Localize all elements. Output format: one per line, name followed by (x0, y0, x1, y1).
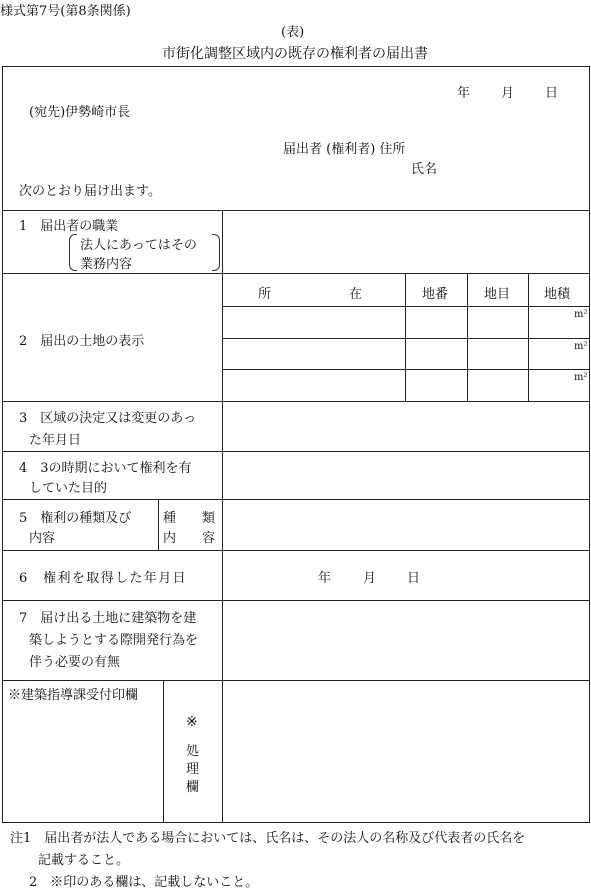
right-bracket (212, 234, 220, 271)
addressee: (宛先)伊勢崎市長 (29, 105, 131, 120)
processing-field[interactable] (223, 681, 589, 822)
processing-char-2: 理 (186, 762, 200, 777)
land-row-2-location[interactable] (223, 339, 405, 369)
land-header-land-category: 地目 (484, 287, 511, 302)
form-number: 様式第7号(第8条関係) (0, 4, 131, 19)
left-bracket (69, 234, 77, 271)
processing-char-1: 処 (186, 744, 200, 759)
purpose-label-line1: 4 3の時期において権利を有 (19, 461, 192, 476)
zone-change-label-line2: た年月日 (29, 433, 82, 448)
development-label-line2: 築しようとする際開発行為を (29, 633, 199, 648)
land-row-2-lot-number[interactable] (406, 339, 467, 369)
acquired-day-label: 日 (407, 571, 421, 586)
occupation-note-line1: 法人にあってはその (80, 238, 197, 253)
land-header-lot-number: 地番 (422, 287, 449, 302)
reception-stamp-label: ※建築指導課受付印欄 (8, 688, 139, 703)
land-header-location: 所 在 (258, 287, 363, 302)
date-day-label: 日 (545, 86, 559, 101)
note-1-line1: 注1 届出者が法人である場合においては、氏名は、その法人の名称及び代表者の氏名を (10, 831, 526, 846)
land-row-1-lot-number[interactable] (406, 307, 467, 338)
land-row-1-location[interactable] (223, 307, 405, 338)
applicant-name-label: 氏名 (411, 162, 438, 177)
land-row-2-land-category[interactable] (468, 339, 528, 369)
rights-label-line1: 5 権利の種類及び (19, 511, 132, 526)
processing-mark: ※ (186, 714, 198, 730)
zone-change-date-field[interactable] (223, 402, 589, 451)
side-label: (表) (281, 25, 305, 40)
area-unit-1: m² (574, 309, 588, 320)
purpose-label-line2: していた目的 (29, 481, 108, 496)
land-row-3-land-category[interactable] (468, 370, 528, 401)
area-unit-3: m² (574, 372, 588, 383)
processing-char-3: 欄 (186, 780, 200, 795)
note-1-line2: 記載すること。 (38, 853, 130, 868)
acquired-year-label: 年 (318, 571, 332, 586)
land-row-3-location[interactable] (223, 370, 405, 401)
acquired-month-label: 月 (363, 571, 377, 586)
rights-label-line2: 内容 (29, 531, 56, 546)
rights-field[interactable] (223, 500, 589, 550)
rights-content-label: 内 容 (163, 531, 216, 546)
zone-change-label-line1: 3 区域の決定又は変更のあっ (19, 411, 197, 426)
land-row-1-land-category[interactable] (468, 307, 528, 338)
land-label: 2 届出の土地の表示 (19, 334, 145, 349)
area-unit-2: m² (574, 341, 588, 352)
occupation-field[interactable] (223, 211, 589, 273)
page-title: 市街化調整区域内の既存の権利者の届出書 (162, 46, 428, 62)
development-field[interactable] (223, 601, 589, 680)
acquired-date-field[interactable] (223, 551, 589, 600)
date-month-label: 月 (501, 86, 515, 101)
purpose-field[interactable] (223, 452, 589, 499)
statement: 次のとおり届け出ます。 (19, 184, 161, 199)
development-label-line3: 伴う必要の有無 (29, 655, 121, 670)
note-2: 2 ※印のある欄は、記載しないこと。 (29, 875, 259, 890)
applicant-address-label: 届出者 (権利者) 住所 (283, 142, 406, 157)
land-row-3-lot-number[interactable] (406, 370, 467, 401)
occupation-note-line2: 業務内容 (80, 257, 133, 272)
date-year-label: 年 (457, 86, 471, 101)
occupation-label: 1 届出者の職業 (19, 219, 119, 234)
land-header-area: 地積 (544, 287, 571, 302)
rights-type-label: 種 類 (163, 511, 216, 526)
acquired-date-label: 6 権利を取得した年月日 (19, 571, 188, 586)
development-label-line1: 7 届け出る土地に建築物を建 (19, 611, 197, 626)
